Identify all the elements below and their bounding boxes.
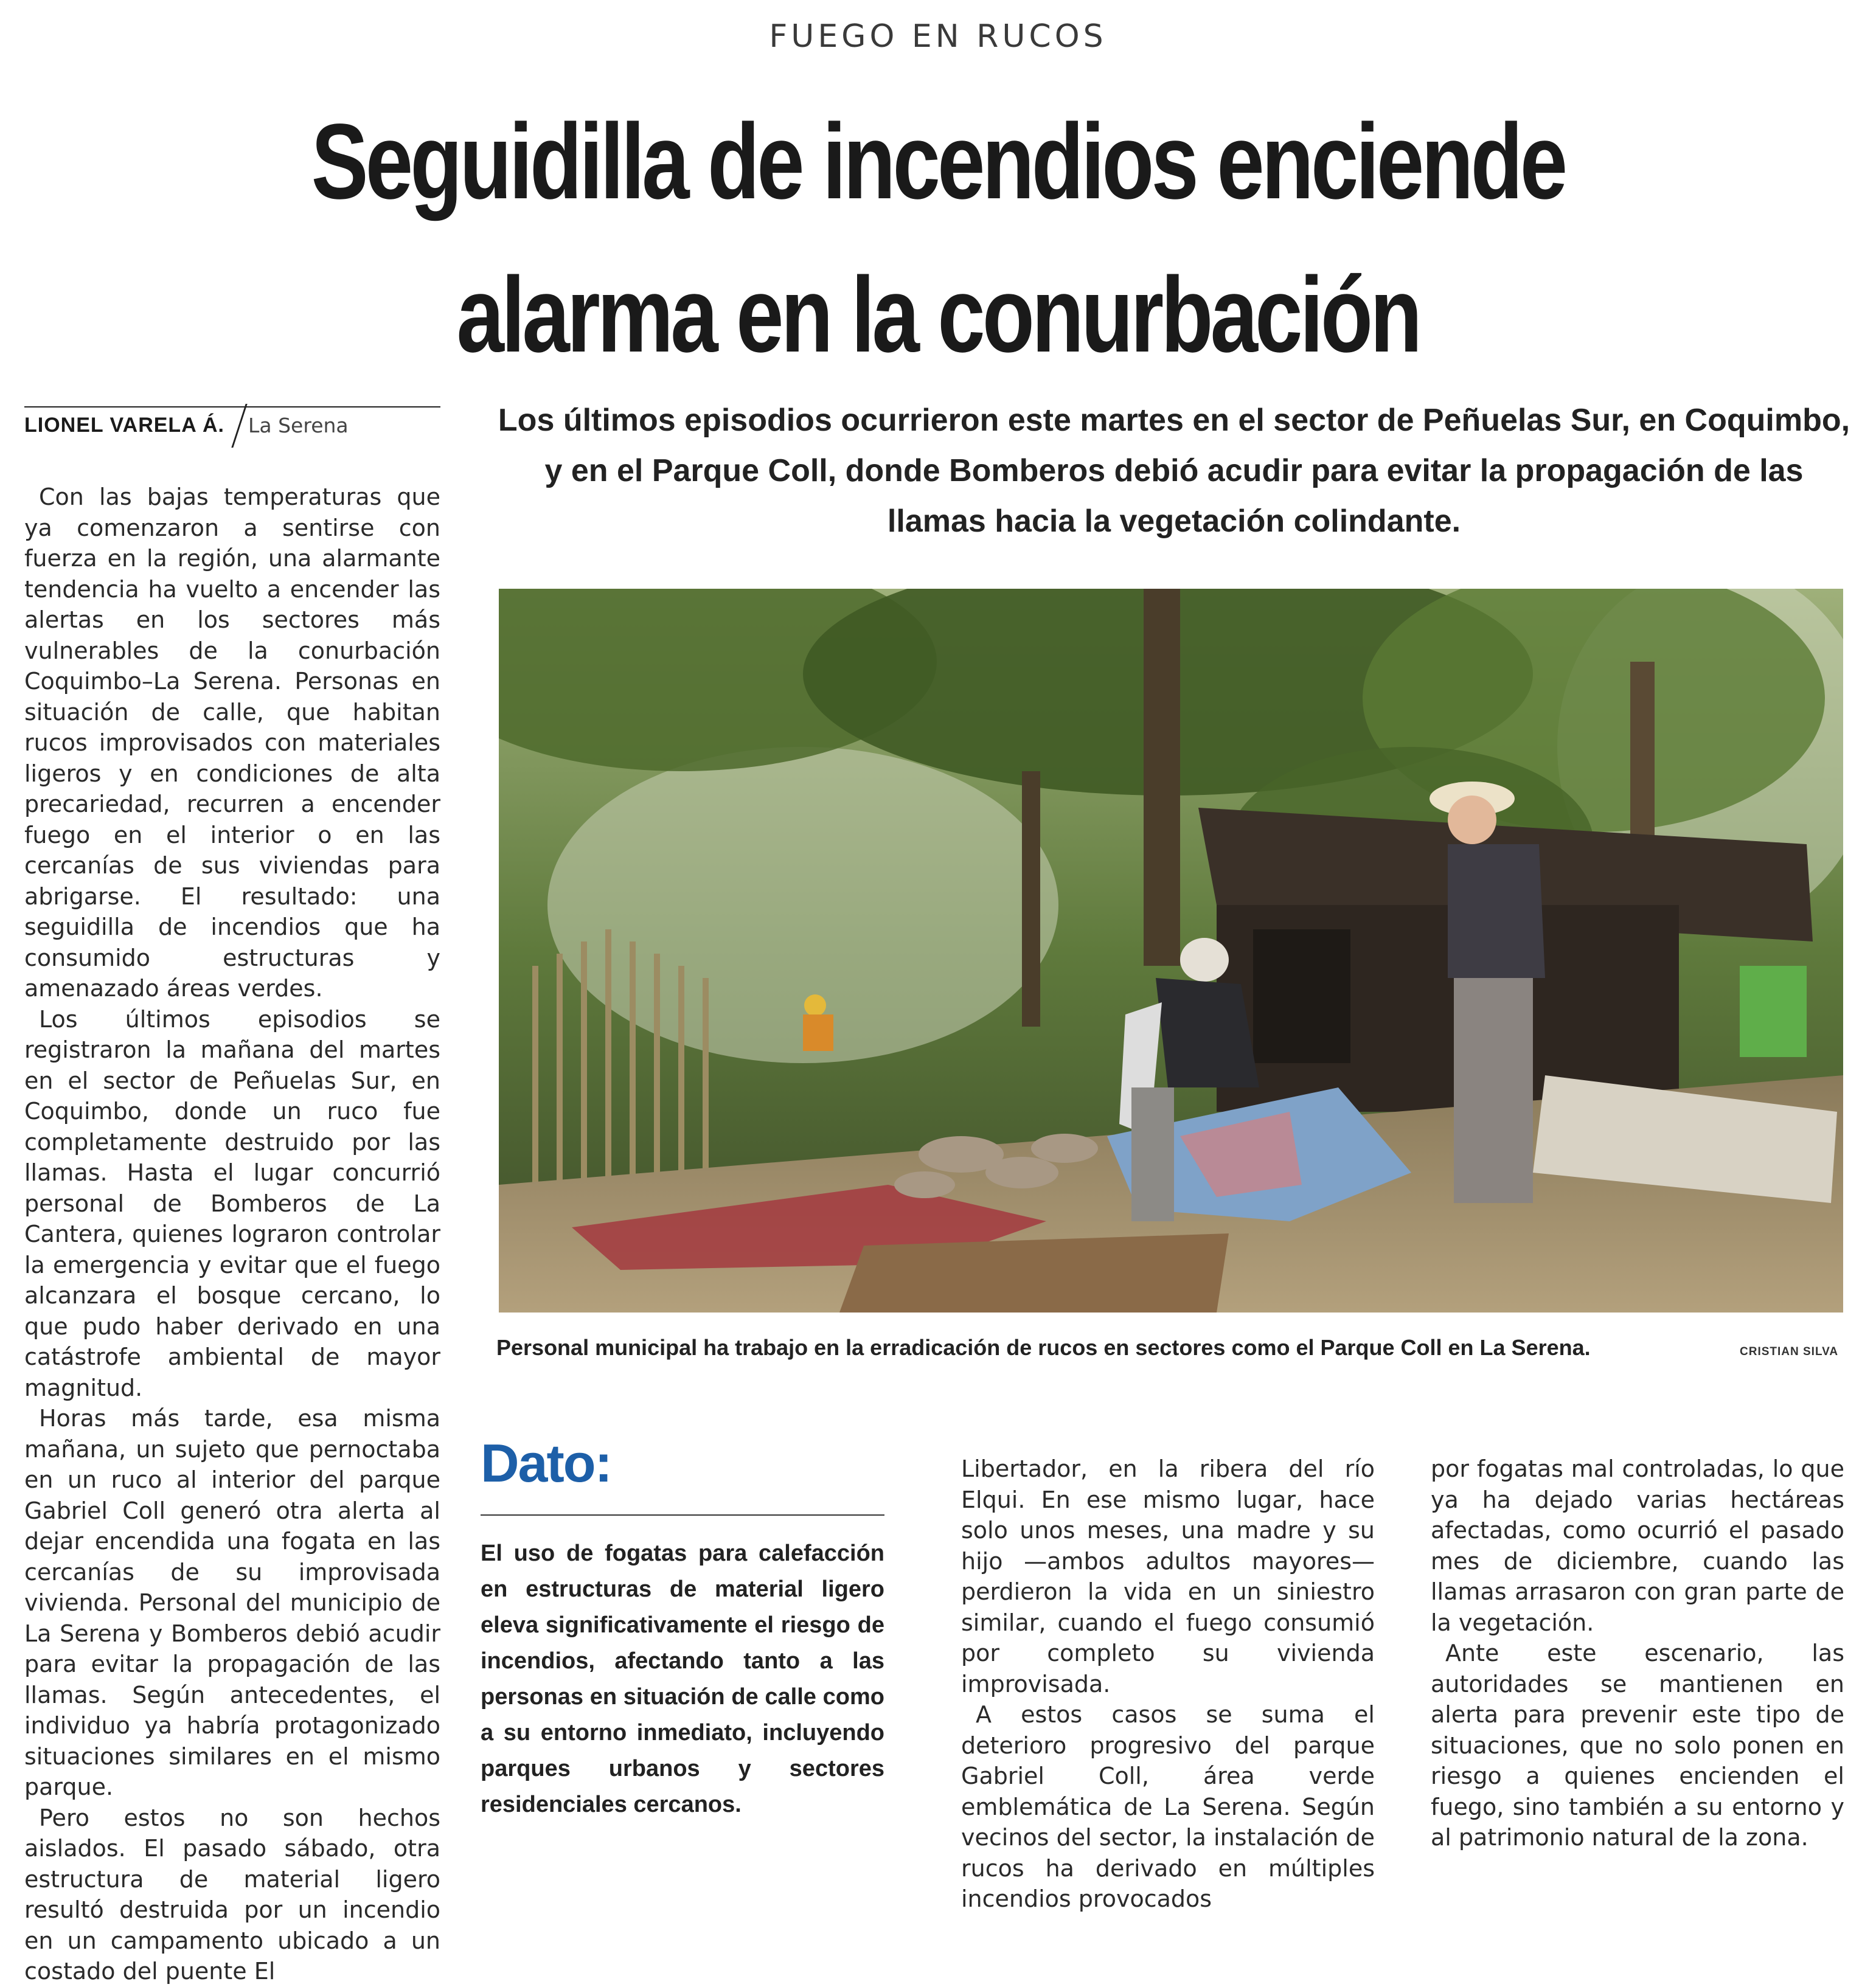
byline-rule [24,406,440,407]
body-paragraph: Horas más tarde, esa misma mañana, un sujeto que pernoctaba en un ruco al interior del parque Gabriel Coll generó otra alerta al dejar encendida una fogata en las cercanías de su improvisada vivienda. Personal del municipio de La Serena y Bomberos debió acudir para evitar la propagación de las llamas. Según antecedentes, el individuo ya habría protagonizado situaciones similares en el mismo parque. [24,1405,440,1800]
byline-author: LIONEL VARELA Á. [24,414,224,437]
body-column-4 [1431,1454,1844,1853]
body-paragraph: Con las bajas temperaturas que ya comenzaron a sentirse con fuerza en la región, una alarmante tendencia ha vuelto a encender las alertas en los sectores más vulnerables de la conurbación Coquimbo–La Serena. Personas en situación de calle, que habitan rucos improvisados con materiales ligeros y en condiciones de alta precariedad, recurren a encender fuego en el interior o en las cercanías de sus viviendas para abrigarse. El resultado: una seguidilla de incendios que ha consumido estructuras y amenazado áreas verdes. [24,484,440,1002]
photo-caption: Personal municipal ha trabajo en la erradicación de rucos en sectores como el Parque Coll en La Serena. [496,1335,1591,1360]
byline-divider [231,404,247,448]
dato-title: Dato: [481,1433,611,1493]
section-kicker: FUEGO EN RUCOS [769,18,1107,55]
body-paragraph: por fogatas mal controladas, lo que ya ha dejado varias hectáreas afectadas, como ocurrió el pasado mes de diciembre, cuando las llamas arrasaron con gran parte de la vegetación. [1431,1455,1844,1636]
article-photo [499,589,1843,1313]
headline [236,85,1639,392]
dato-text: El uso de fogatas para calefacción en estructuras de material ligero eleva significativamente el riesgo de incendios, afectando tanto a las personas en situación de calle como a su entorno inmediato, incluyendo parques urbanos y sectores residenciales cercanos. [481,1541,884,1817]
body-column-1 [24,482,440,1987]
body-paragraph: A estos casos se suma el deterioro progresivo del parque Gabriel Coll, área verde emblemática de La Serena. Según vecinos del sector, la instalación de rucos ha derivado en múltiples incendios provocados [961,1701,1375,1912]
body-paragraph: Los últimos episodios se registraron la mañana del martes en el sector de Peñuelas Sur, en Coquimbo, donde un ruco fue completamente destruido por las llamas. Hasta el lugar concurrió personal de Bomberos de La Cantera, quienes lograron controlar la emergencia y evitar que el fuego alcanzara el bosque cercano, lo que pudo haber derivado en una catástrofe ambiental de mayor magnitud. [24,1005,440,1401]
body-paragraph: Pero estos no son hechos aislados. El pasado sábado, otra estructura de material ligero resultó destruida por un incendio en un campamento ubicado a un costado del puente El [24,1804,440,1985]
body-paragraph: Ante este escenario, las autoridades se mantienen en alerta para prevenir este tipo de situaciones, que no solo ponen en riesgo a quienes encienden el fuego, sino también a su entorno y al patrimonio natural de la zona. [1431,1640,1844,1851]
body-column-3 [961,1454,1375,1915]
headline-line-2: alarma en la conurbación [456,255,1420,375]
photo-credit: CRISTIAN SILVA [1740,1345,1839,1358]
headline-line-1: Seguidilla de incendios enciende [311,102,1565,221]
dato-rule [481,1514,884,1516]
byline-location: La Serena [248,414,349,437]
article-deck: Los últimos episodios ocurrieron este martes en el sector de Peñuelas Sur, en Coquimbo, y en el Parque Coll, donde Bomberos debió acudir para evitar la propagación de las llamas hacia la vegetación colindante. [498,403,1850,539]
body-paragraph: Libertador, en la ribera del río Elqui. En ese mismo lugar, hace solo unos meses, una madre y su hijo —ambos adultos mayores— perdieron la vida en un siniestro similar, cuando el fuego consumió por completo su vivienda improvisada. [961,1455,1375,1697]
